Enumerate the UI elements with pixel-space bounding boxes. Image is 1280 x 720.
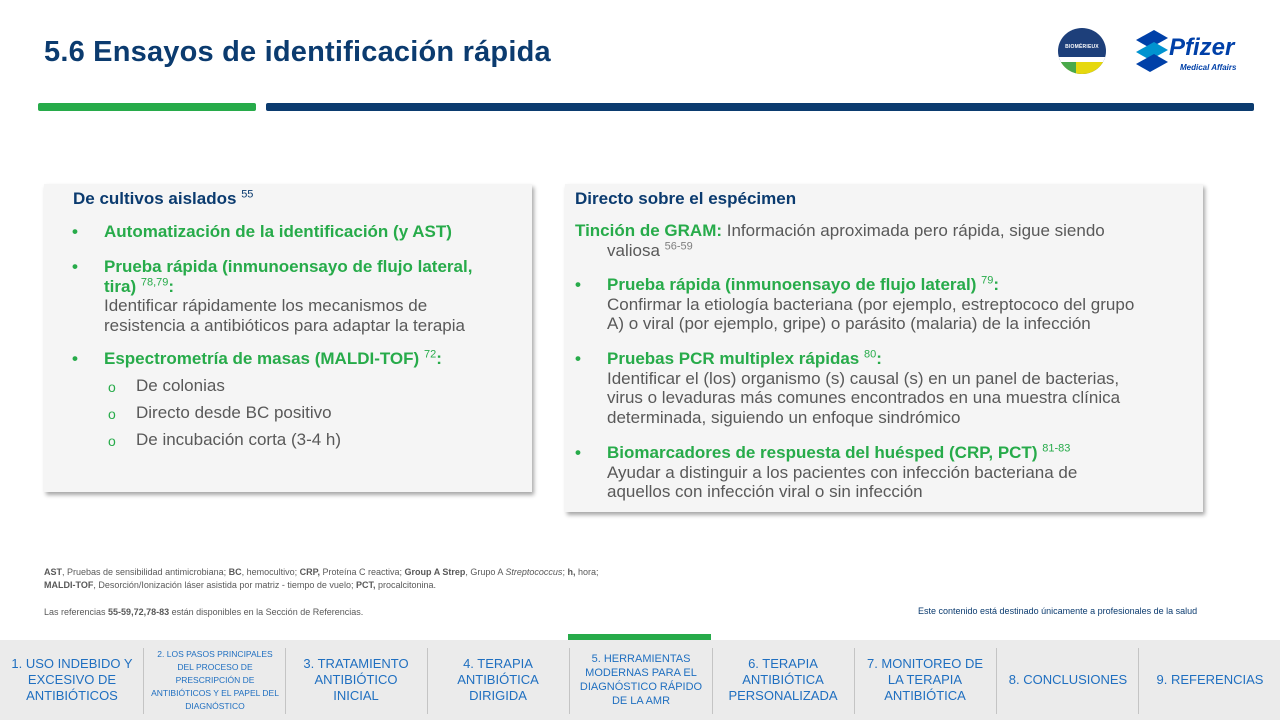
- panel-directo-especimen: [565, 184, 1203, 512]
- nav-tab-referencias[interactable]: 9. REFERENCIAS: [1156, 672, 1264, 687]
- bullet: •: [575, 275, 581, 294]
- item-prueba-rapida: Prueba rápida (inmunoensayo de flujo lateral, tira) $^{78,79}$: Identificar rápidamente los mecanismos de resistencia a antibióticos para adaptar la terapia: [104, 257, 473, 335]
- nav-tab-tratamiento-inicial[interactable]: 3. TRATAMIENTO ANTIBIÓTICO INICIAL: [303, 656, 409, 703]
- nav-tab-terapia-personalizada[interactable]: 6. TERAPIA ANTIBIÓTICA PERSONALIZADA: [728, 656, 838, 703]
- sub-bullet-icon: o: [108, 379, 116, 395]
- sub-bullet-icon: o: [108, 433, 116, 449]
- item-tincion-gram: Tinción de GRAM: Información aproximada pero rápida, sigue siendo valiosa $^{56-59}$: [575, 221, 1105, 260]
- references-footnote: Las referencias 55-59,72,78-83 están disponibles en la Sección de Referencias.: [44, 607, 364, 617]
- sub-bullet-icon: o: [108, 406, 116, 422]
- bullet: •: [72, 349, 78, 368]
- nav-tab-conclusiones[interactable]: 8. CONCLUSIONES: [1008, 672, 1128, 687]
- biomerieux-logo: BIOMÉRIEUX: [1058, 28, 1106, 74]
- nav-tab-pasos-principales[interactable]: 2. LOS PASOS PRINCIPALES DEL PROCESO DE PRESCRIPCIÓN DE ANTIBIÓTICOS Y EL PAPEL DEL DIAGNÓSTICO: [151, 648, 279, 711]
- panel-heading: Directo sobre el espécimen: [575, 189, 797, 208]
- item-espectrometria: Espectrometría de masas (MALDI-TOF) $^{72}$:: [104, 348, 442, 368]
- nav-tab-herramientas-modernas[interactable]: 5. HERRAMIENTAS MODERNAS PARA EL DIAGNÓSTICO RÁPIDO DE LA AMR: [579, 653, 703, 707]
- page-title: 5.6 Ensayos de identificación rápida: [44, 36, 551, 68]
- bullet: •: [72, 222, 78, 241]
- panel-cultivos-aislados: [44, 184, 532, 492]
- bullet: •: [575, 349, 581, 368]
- nav-tab-uso-indebido[interactable]: 1. USO INDEBIDO Y EXCESIVO DE ANTIBIÓTICOS: [11, 656, 133, 703]
- section-nav: [0, 640, 1280, 720]
- bullet: •: [72, 257, 78, 276]
- pfizer-mark-icon: [1132, 28, 1172, 72]
- item-biomarcadores: Biomarcadores de respuesta del huésped (CRP, PCT) $^{81-83}$ Ayudar a distinguir a los pacientes con infección bacteriana de aquellos con infección viral o sin infección: [607, 442, 1078, 501]
- subitem: De incubación corta (3-4 h): [136, 430, 342, 449]
- panel-heading: De cultivos aislados $^{55}$: [73, 188, 254, 208]
- subitem: Directo desde BC positivo: [136, 403, 332, 422]
- item-prueba-rapida-especimen: Prueba rápida (inmunoensayo de flujo lateral) $^{79}$: Confirmar la etiología bacteriana (por ejemplo, estreptococo del grupo A) o viral (por ejemplo, gripe) o parásito (malaria) de la infección: [607, 274, 1135, 333]
- title-underline-green: [38, 103, 256, 111]
- abbreviations-footnote: AST, Pruebas de sensibilidad antimicrobiana; BC, hemocultivo; CRP, Proteína C reactiva; Group A Strep, Grupo A Streptococcus; h, hora; MALDI-TOF, Desorción/Ionización láser asistida por matriz - tiempo de vuelo; PCT, procalcitonina.: [44, 567, 599, 590]
- title-underline-blue: [266, 103, 1254, 111]
- item-automatizacion: Automatización de la identificación (y AST): [104, 222, 452, 241]
- bullet: •: [575, 443, 581, 462]
- hcp-disclaimer: Este contenido está destinado únicamente a profesionales de la salud: [918, 606, 1198, 616]
- pfizer-logo: Pfizer Medical Affairs: [1132, 28, 1254, 74]
- item-pcr-multiplex: Pruebas PCR multiplex rápidas $^{80}$: Identificar el (los) organismo (s) causal (s) en un panel de bacterias, virus o levaduras más comunes encontrados en una muestra clínica determinada, siguiendo un enfoque sindrómico: [607, 348, 1121, 427]
- nav-tab-monitoreo[interactable]: 7. MONITOREO DE LA TERAPIA ANTIBIÓTICA: [866, 656, 984, 703]
- nav-tab-terapia-dirigida[interactable]: 4. TERAPIA ANTIBIÓTICA DIRIGIDA: [457, 656, 539, 703]
- subitem: De colonias: [136, 376, 225, 395]
